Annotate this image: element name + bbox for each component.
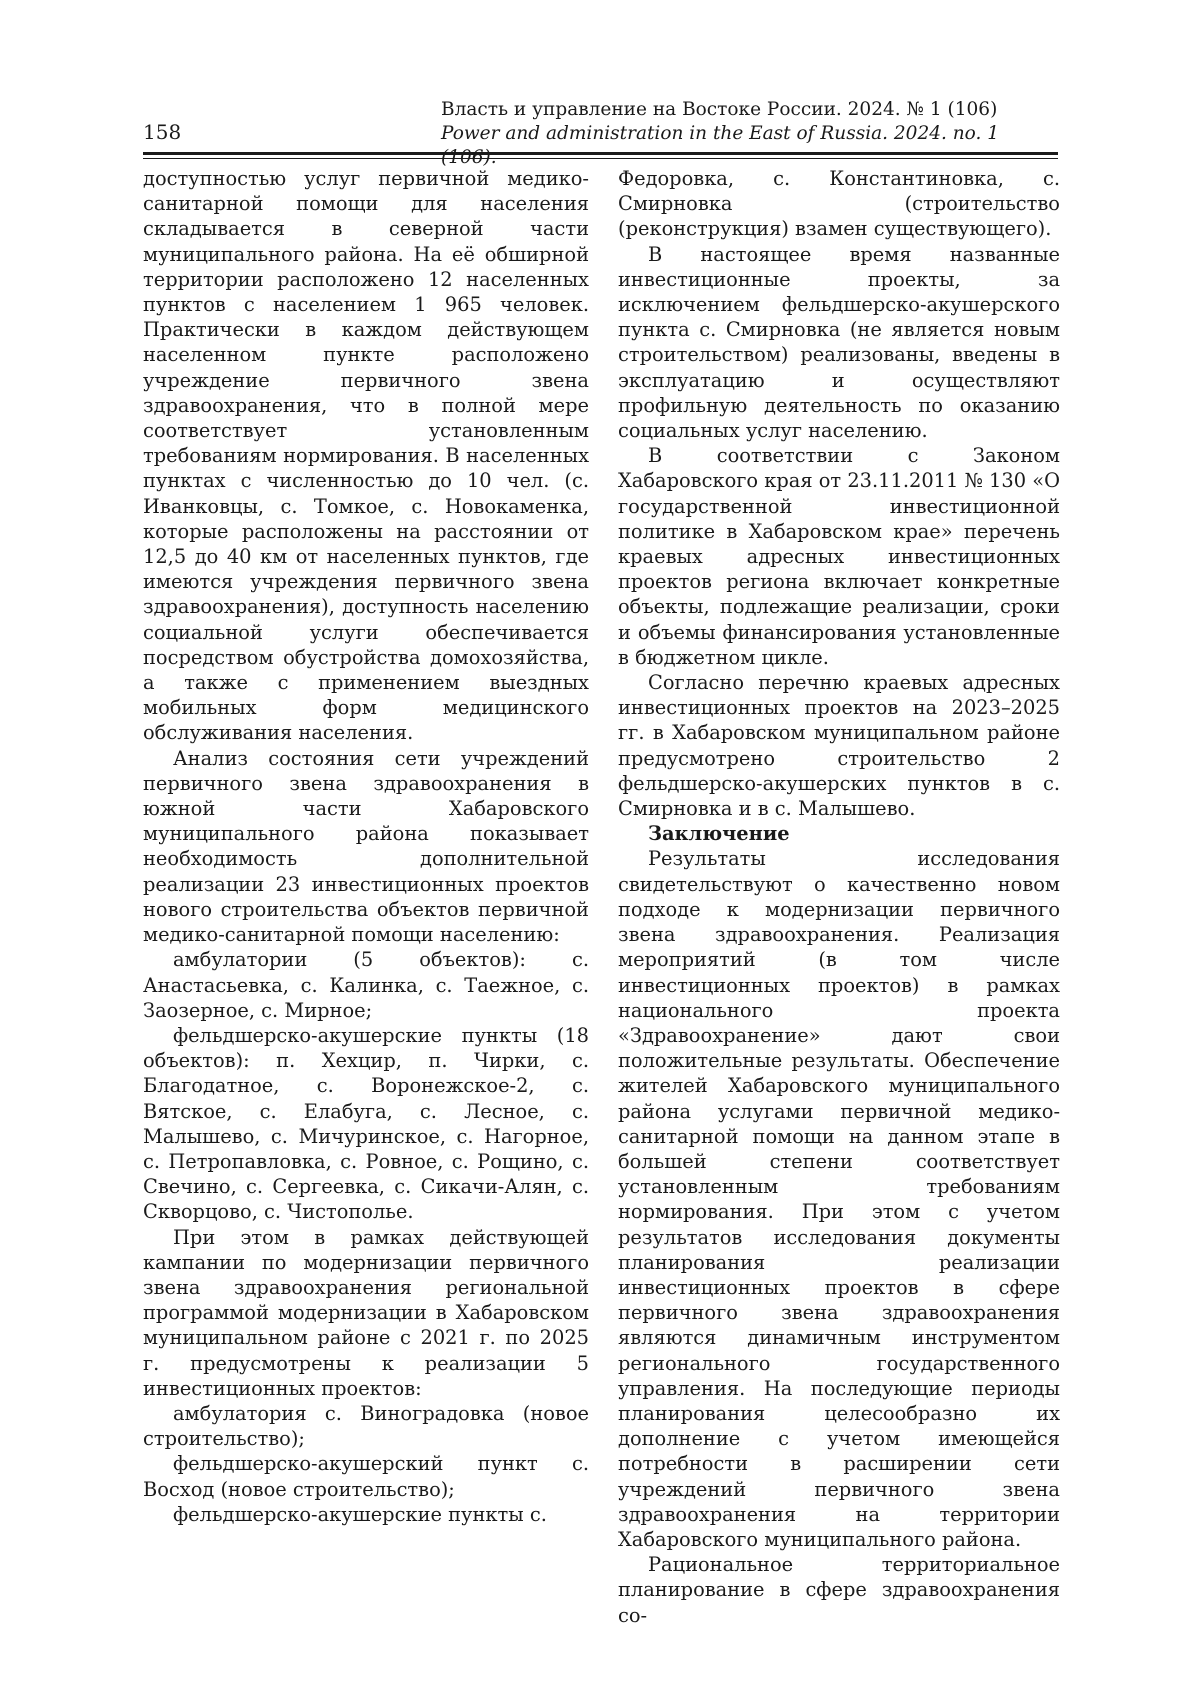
- page-number: 158: [143, 120, 182, 144]
- list-item: фельдшерско-акушерский пункт с. Восход (новое строительство);: [143, 1452, 589, 1501]
- list-item: амбулатория с. Виноградовка (новое строительство);: [143, 1401, 589, 1451]
- paragraph: доступностью услуг первичной медико-санитарной помощи для населения складывается в северной части муниципального района. На её обширной территории расположено 12 населенных пунктов с населением 1 965 человек. Практически в каждом действующем населенном пункте расположено учреждение первичного звена здравоохранения, что в полной мере соответствует установленным требованиям нормирования. В населенных пунктах с численностью до 10 чел. (с. Иванковцы, с. Томкое, с. Новокаменка, которые расположены на расстоянии от 12,5 до 40 км от населенных пунктов, где имеются учреждения первичного звена здравоохранения), доступность населению социальной услуги обеспечивается посредством обустройства домохозяйства, а также с применением выездных мобильных форм медицинского обслуживания населения.: [143, 167, 589, 745]
- list-item: амбулатории (5 объектов): с. Анастасьевка, с. Калинка, с. Таежное, с. Заозерное, с. Мирное;: [143, 948, 589, 1022]
- paragraph: Рациональное территориальное планирование в сфере здравоохранения со-: [618, 1553, 1060, 1627]
- paragraph: Результаты исследования свидетельствуют о качественно новом подходе к модернизации первичного звена здравоохранения. Реализация мероприятий (в том числе инвестиционных проектов) в рамках национального проекта «Здравоохранение» дают свои положительные результаты. Обеспечение жителей Хабаровского муниципального района услугами первичной медико-санитарной помощи на данном этапе в большей степени соответствует установленным требованиям нормирования. При этом с учетом результатов исследования документы планирования реализации инвестиционных проектов в сфере первичного звена здравоохранения являются динамичным инструментом регионального государственного управления. На последующие периоды планирования целесообразно их дополнение с учетом имеющейся потребности в расширении сети учреждений первичного звена здравоохранения на территории Хабаровского муниципального района.: [618, 847, 1060, 1551]
- list-item: фельдшерско-акушерские пункты (18 объектов): п. Хехцир, п. Чирки, с. Благодатное, с. Воронежское-2, с. Вятское, с. Елабуга, с. Лесное, с. Малышево, с. Мичуринское, с. Нагорное, с. Петропавловка, с. Ровное, с. Рощино, с. Свечино, с. Сергеевка, с. Сикачи-Алян, с. Скворцово, с. Чистополье.: [143, 1023, 589, 1224]
- journal-title-ru: Власть и управление на Востоке России. 2024. № 1 (106): [441, 99, 998, 120]
- list-item: фельдшерско-акушерские пункты с.: [173, 1502, 547, 1526]
- header-rule-thick: [143, 152, 1058, 155]
- journal-citation: [441, 98, 1058, 170]
- paragraph: При этом в рамках действующей кампании по модернизации первичного звена здравоохранения региональной программой модернизации в Хабаровском муниципальном районе с 2021 г. по 2025 г. предусмотрены к реализации 5 инвестиционных проектов:: [143, 1225, 589, 1400]
- paragraph: В соответствии с Законом Хабаровского края от 23.11.2011 № 130 «О государственной инвестиционной политике в Хабаровском крае» перечень краевых адресных инвестиционных проектов региона включает конкретные объекты, подлежащие реализации, сроки и объемы финансирования установленные в бюджетном цикле.: [618, 444, 1060, 669]
- paragraph: Анализ состояния сети учреждений первичного звена здравоохранения в южной части Хабаровского муниципального района показывает необходимость дополнительной реализации 23 инвестиционных проектов нового строительства объектов первичной медико-санитарной помощи населению:: [143, 746, 589, 947]
- running-header: [143, 98, 1058, 148]
- paragraph: В настоящее время названные инвестиционные проекты, за исключением фельдшерско-акушерского пункта с. Смирновка (не является новым строительством) реализованы, введены в эксплуатацию и осуществляют профильную деятельность по оказанию социальных услуг населению.: [618, 242, 1060, 443]
- section-heading: Заключение: [648, 822, 790, 846]
- journal-title-en: Power and administration in the East of Russia. 2024. no. 1: [441, 123, 999, 144]
- paragraph: Согласно перечню краевых адресных инвестиционных проектов на 2023–2025 гг. в Хабаровском муниципальном районе предусмотрено строительство 2 фельдшерско-акушерских пунктов в с. Смирновка и в с. Малышево.: [618, 671, 1060, 821]
- header-rule-thin: [143, 158, 1058, 159]
- left-column: [143, 166, 589, 1527]
- right-column: [618, 166, 1060, 1628]
- paragraph: Федоровка, с. Константиновка, с. Смирновка (строительство (реконструкция) взамен существующего).: [618, 167, 1060, 241]
